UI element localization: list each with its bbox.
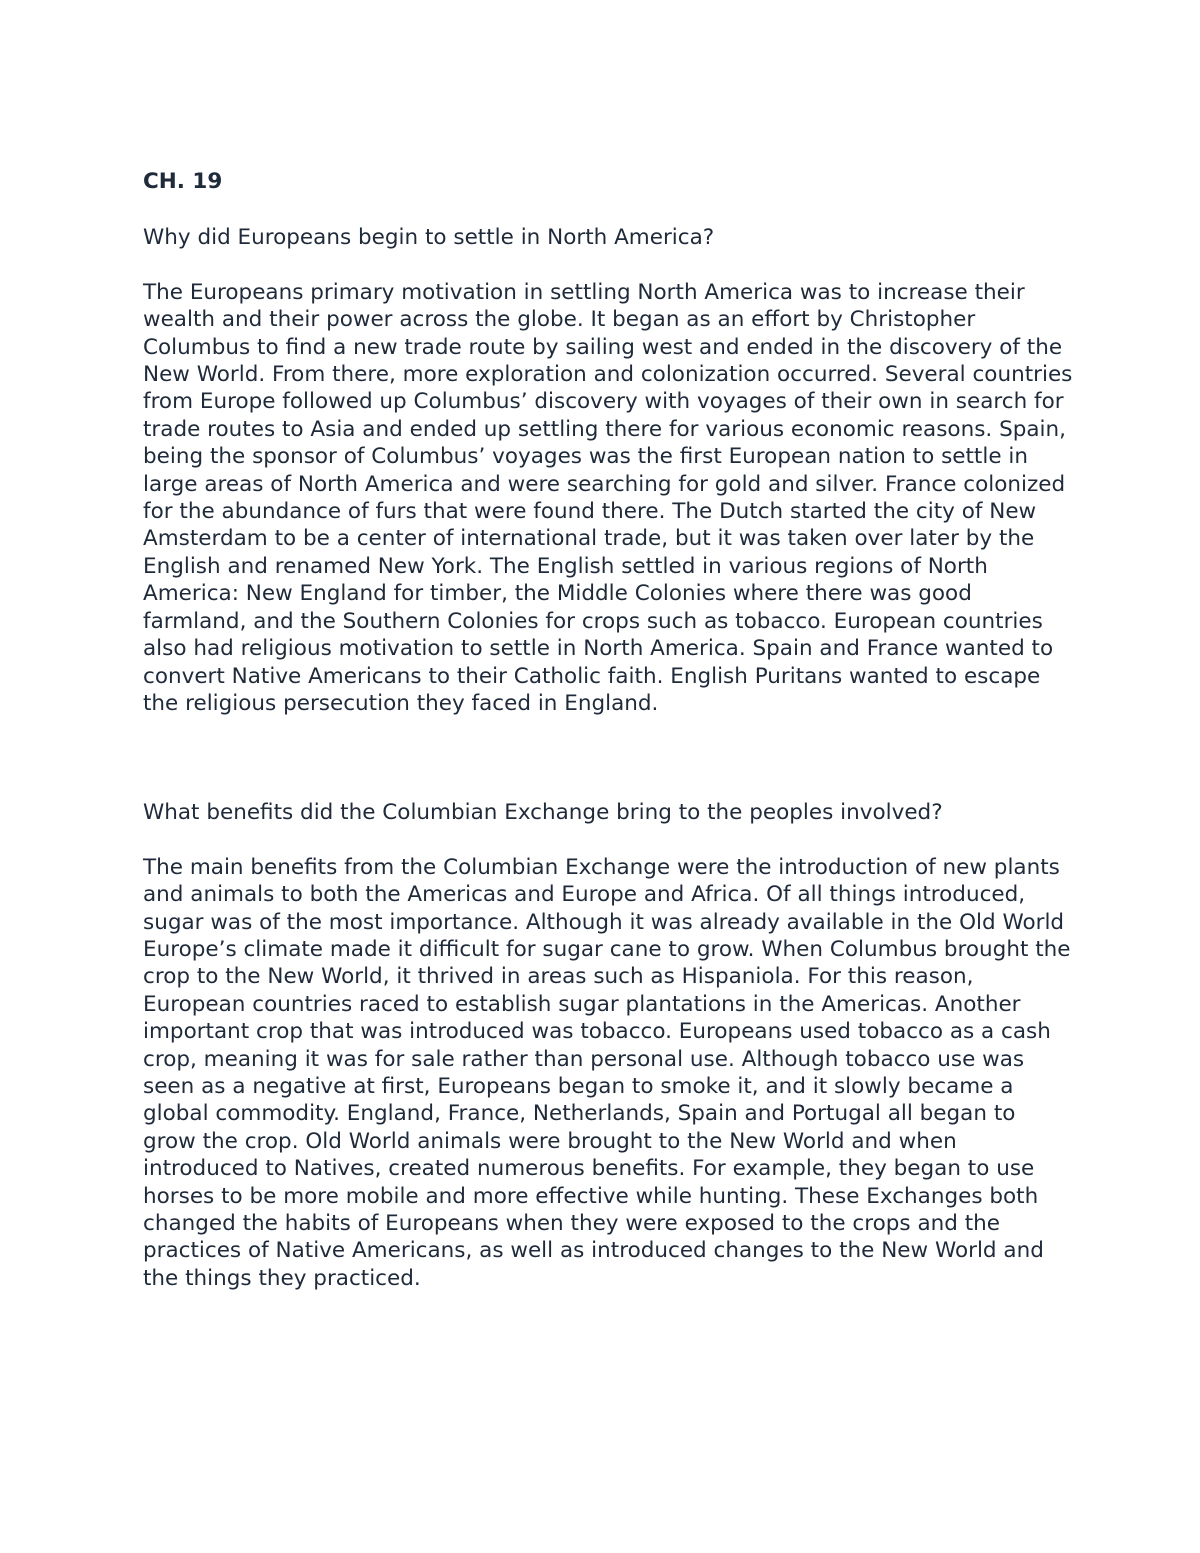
answer-paragraph: The Europeans primary motivation in settling North America was to increase their wealth and their power across the globe. It began as an effort by Christopher Columbus to find a new trade route by sailing west and ended in the discovery of the New World. From there, more exploration and colonization occurred. Several countries from Europe followed up Columbus’ discovery with voyages of their own in search for trade routes to Asia and ended up settling there for various economic reasons. Spain, being the sponsor of Columbus’ voyages was the first European nation to settle in large areas of North America and were searching for gold and silver. France colonized for the abundance of furs that were found there. The Dutch started the city of New Amsterdam to be a center of international trade, but it was taken over later by the English and renamed New York. The English settled in various regions of North America: New England for timber, the Middle Colonies where there was good farmland, and the Southern Colonies for crops such as tobacco. European countries also had religious motivation to settle in North America. Spain and France wanted to convert Native Americans to their Catholic faith. English Puritans wanted to escape the religious persecution they faced in England. (143, 279, 1073, 716)
question-heading: What benefits did the Columbian Exchange bring to the peoples involved? (143, 800, 943, 826)
answer-paragraph: The main benefits from the Columbian Exchange were the introduction of new plants and animals to both the Americas and Europe and Africa. Of all things introduced, sugar was of the most importance. Although it was already available in the Old World Europe’s climate made it difficult for sugar cane to grow. When Columbus brought the crop to the New World, it thrived in areas such as Hispaniola. For this reason, European countries raced to establish sugar plantations in the Americas. Another important crop that was introduced was tobacco. Europeans used tobacco as a cash crop, meaning it was for sale rather than personal use. Although tobacco use was seen as a negative at first, Europeans began to smoke it, and it slowly became a global commodity. England, France, Netherlands, Spain and Portugal all began to grow the crop. Old World animals were brought to the New World and when introduced to Natives, created numerous benefits. For example, they began to use horses to be more mobile and more effective while hunting. These Exchanges both changed the habits of Europeans when they were exposed to the crops and the practices of Native Americans, as well as introduced changes to the New World and the things they practiced. (143, 854, 1071, 1291)
section-columbian-exchange (143, 799, 1073, 1292)
chapter-heading: CH. 19 (143, 169, 223, 194)
document-body (143, 168, 1073, 1292)
section-settlement (143, 224, 1073, 717)
question-heading: Why did Europeans begin to settle in North America? (143, 225, 715, 251)
